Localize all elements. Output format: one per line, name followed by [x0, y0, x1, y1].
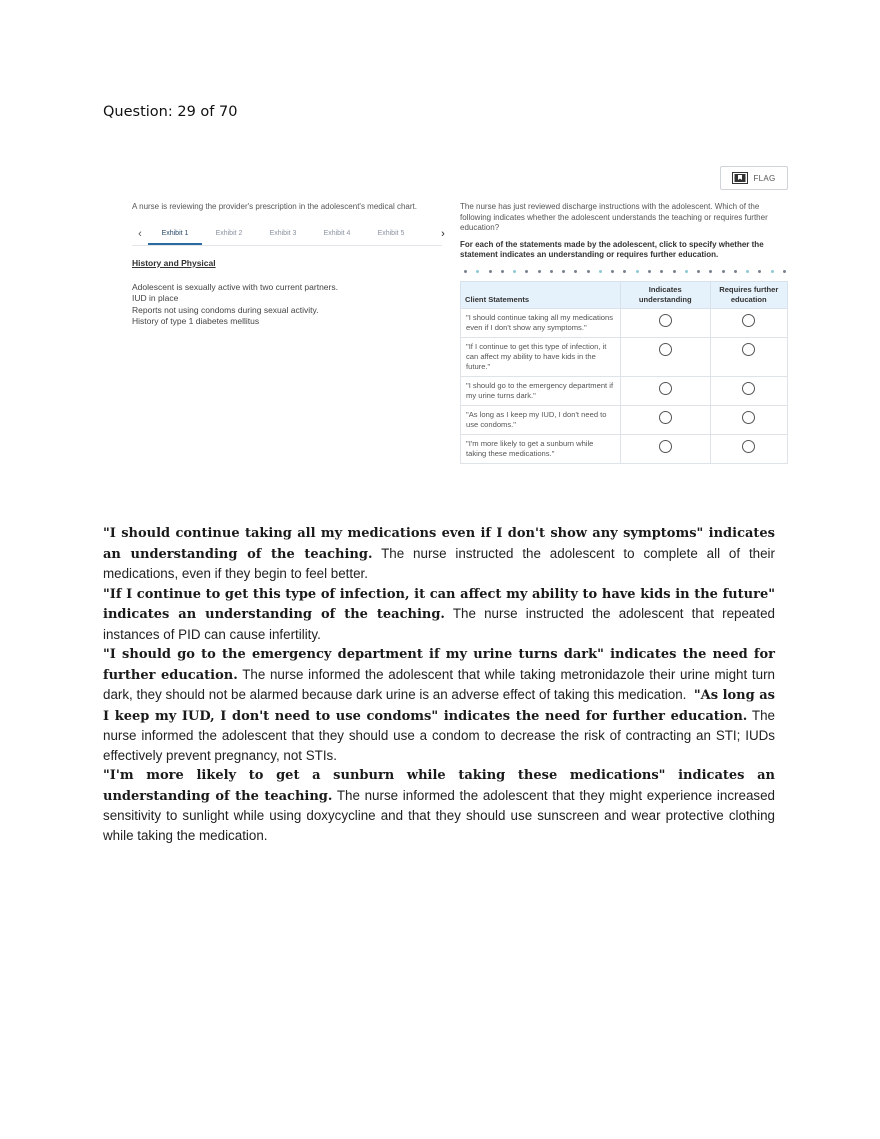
exhibit-column — [132, 202, 445, 328]
table-row — [461, 376, 788, 405]
question-column — [460, 202, 790, 464]
rationale-text: The nurse informed the adolescent that they should use a condom to decrease the risk of contracting an STI; IUDs effectively prevent pregnancy, not STIs. — [103, 707, 775, 763]
rationale-bold: "I'm more likely to get a sunburn while taking these medications" indicates an understanding of the teaching. — [103, 768, 775, 804]
history-physical-list — [132, 282, 442, 328]
exhibit-panel — [108, 158, 791, 513]
rationale-paragraph — [103, 584, 775, 645]
rationale-bold: "I should continue taking all my medications even if I don't show any symptoms" indicates an understanding of the teaching. — [103, 526, 775, 562]
rationale-bold: "If I continue to get this type of infection, it can affect my ability to have kids in the future" indicates an understanding of the teaching. — [103, 586, 775, 622]
column-header-understanding: Indicates understanding — [620, 281, 710, 308]
rationale-paragraph — [103, 523, 775, 584]
radio-understanding[interactable] — [659, 343, 672, 356]
radio-further-education[interactable] — [742, 440, 755, 453]
tab-exhibit-3[interactable]: Exhibit 3 — [269, 229, 297, 237]
column-header-statements: Client Statements — [461, 281, 621, 308]
rationale-text: The nurse instructed the adolescent to complete all of their medications, even if they begin to feel better. — [103, 545, 775, 581]
flag-label: FLAG — [753, 173, 776, 183]
flag-button[interactable] — [720, 166, 788, 190]
history-physical-heading: History and Physical — [132, 257, 216, 268]
radio-further-education[interactable] — [742, 382, 755, 395]
rationale-bold: "I should go to the emergency department if my urine turns dark" indicates the need for further education. — [103, 647, 775, 683]
radio-understanding[interactable] — [659, 314, 672, 327]
statement-text: "I should continue taking all my medications even if I don't show any symptoms." — [461, 308, 621, 337]
statement-text: "I'm more likely to get a sunburn while taking these medications." — [461, 434, 621, 463]
table-row — [461, 434, 788, 463]
statement-text: "I should go to the emergency department if my urine turns dark." — [461, 376, 621, 405]
statements-table — [460, 281, 788, 464]
rationale-section — [103, 523, 775, 845]
tab-exhibit-1[interactable]: Exhibit 1 — [148, 223, 202, 245]
progress-dots — [460, 267, 790, 277]
rationale-text: The nurse instructed the adolescent that repeated instances of PID can cause infertility. — [103, 606, 775, 642]
rationale-paragraph — [103, 765, 775, 845]
radio-further-education[interactable] — [742, 314, 755, 327]
tab-next-arrow-icon[interactable]: › — [436, 223, 450, 245]
radio-further-education[interactable] — [742, 343, 755, 356]
statement-text: "If I continue to get this type of infection, it can affect my ability to have kids in the future." — [461, 337, 621, 376]
flag-icon — [732, 172, 748, 184]
rationale-bold: "As long as I keep my IUD, I don't need to use condoms" indicates the need for further education. — [103, 688, 775, 724]
radio-understanding[interactable] — [659, 382, 672, 395]
table-row — [461, 337, 788, 376]
question-stem: The nurse has just reviewed discharge instructions with the adolescent. Which of the following indicates whether the adolescent understands the teaching or requires further education? — [460, 202, 768, 232]
table-row — [461, 405, 788, 434]
tab-prev-arrow-icon[interactable]: ‹ — [138, 227, 142, 240]
rationale-text: The nurse informed the adolescent that they might experience increased sensitivity to sunlight while using doxycycline and that they should use sunscreen and wear protective clothing while taking the medication. — [103, 787, 775, 843]
tab-exhibit-5[interactable]: Exhibit 5 — [377, 229, 405, 237]
radio-further-education[interactable] — [742, 411, 755, 424]
radio-understanding[interactable] — [659, 411, 672, 424]
exhibit-tabs — [132, 223, 445, 246]
question-number: Question: 29 of 70 — [103, 104, 238, 120]
rationale-text: The nurse informed the adolescent that while taking metronidazole their urine might turn dark, they should not be alarmed because dark urine is an adverse effect of taking this medication. — [103, 666, 775, 702]
tab-exhibit-4[interactable]: Exhibit 4 — [323, 229, 351, 237]
hp-line: Reports not using condoms during sexual activity. — [132, 304, 319, 315]
hp-line: History of type 1 diabetes mellitus — [132, 316, 260, 326]
table-row — [461, 308, 788, 337]
tab-exhibit-2[interactable]: Exhibit 2 — [215, 229, 243, 237]
rationale-paragraph — [103, 644, 775, 765]
radio-understanding[interactable] — [659, 440, 672, 453]
hp-line: Adolescent is sexually active with two current partners. — [132, 281, 338, 292]
column-header-further-education: Requires further education — [710, 281, 787, 308]
hp-line: IUD in place — [132, 293, 179, 303]
question-instruction: For each of the statements made by the adolescent, click to specify whether the statement indicates an understanding or requires further education. — [460, 239, 764, 259]
exhibit-intro: A nurse is reviewing the provider's prescription in the adolescent's medical chart. — [132, 202, 417, 211]
statement-text: "As long as I keep my IUD, I don't need to use condoms." — [461, 405, 621, 434]
